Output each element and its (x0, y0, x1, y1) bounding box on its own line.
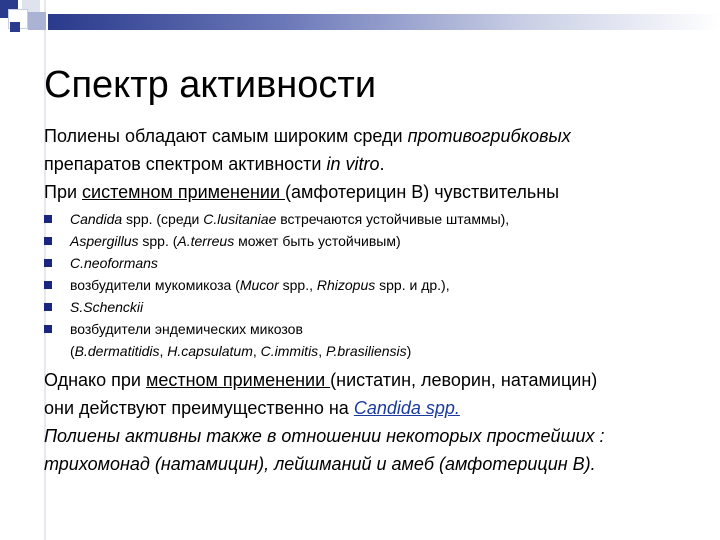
slide-body (44, 122, 704, 478)
text: (нистатин, леворин, натамицин) (330, 370, 598, 390)
text: , (159, 343, 168, 359)
square-bullet-icon (44, 237, 52, 245)
text-italic: Rhizopus (316, 277, 376, 293)
square-bullet-icon (44, 303, 52, 311)
text-italic: B.dermatitidis (74, 343, 160, 359)
text: ( (70, 343, 75, 359)
text-italic: H.capsulatum (167, 343, 253, 359)
text: возбудители эндемических микозов (70, 321, 303, 337)
list-item (44, 318, 704, 362)
text: , (252, 343, 261, 359)
list-item (44, 296, 704, 318)
decor-square (28, 12, 46, 30)
candida-link[interactable]: Candida spp. (353, 398, 460, 418)
intro-paragraph (44, 122, 704, 206)
text: Однако при (44, 370, 146, 390)
text-italic: C.neoformans (70, 255, 158, 271)
text-underlined: системном применении (82, 182, 286, 202)
text: возбудители мукомикоза ( (70, 277, 240, 293)
list-item (44, 252, 704, 274)
text-italic: P.brasiliensis (325, 343, 407, 359)
text: Полиены обладают самым широким среди (44, 126, 408, 146)
text-italic: C.lusitaniae (203, 211, 277, 227)
text-italic: Полиены активны также в отношении некоторых простейших : (44, 426, 605, 446)
text: встречаются устойчивые штаммы), (276, 211, 510, 227)
text-italic: A.terreus (177, 233, 235, 249)
text-italic: Mucor (239, 277, 279, 293)
text: ) (406, 343, 412, 359)
text-italic: in vitro (326, 154, 380, 174)
text-italic: C.immitis (260, 343, 319, 359)
square-bullet-icon (44, 215, 52, 223)
title-gradient-bar (48, 14, 720, 30)
protozoa-paragraph (44, 422, 704, 478)
text: При (44, 182, 83, 202)
text-italic: S.Schenckii (70, 299, 144, 315)
text-italic: трихомонад (натамицин), лейшманий и амеб (амфотерицин В). (44, 454, 596, 474)
text-underlined: местном применении (145, 370, 331, 390)
list-item (44, 274, 704, 296)
text: , (318, 343, 326, 359)
list-item (44, 208, 704, 230)
text-italic: Aspergillus (70, 233, 139, 249)
text-italic: Candida (70, 211, 123, 227)
text: spp. ( (138, 233, 178, 249)
decor-square (10, 22, 20, 32)
list-item (44, 230, 704, 252)
organism-list (44, 208, 704, 362)
square-bullet-icon (44, 259, 52, 267)
text: они действуют преимущественно на (44, 398, 354, 418)
local-use-paragraph (44, 366, 704, 422)
text: spp., (278, 277, 317, 293)
text: . (379, 154, 385, 174)
text-italic: противогрибковых (407, 126, 571, 146)
slide-title: Спектр активности (44, 64, 377, 106)
text: (амфотерицин В) чувствительны (285, 182, 560, 202)
square-bullet-icon (44, 325, 52, 333)
text: spp. (среди (122, 211, 204, 227)
text: spp. и др.), (375, 277, 450, 293)
text: может быть устойчивым) (234, 233, 401, 249)
text: препаратов спектром активности (44, 154, 327, 174)
square-bullet-icon (44, 281, 52, 289)
